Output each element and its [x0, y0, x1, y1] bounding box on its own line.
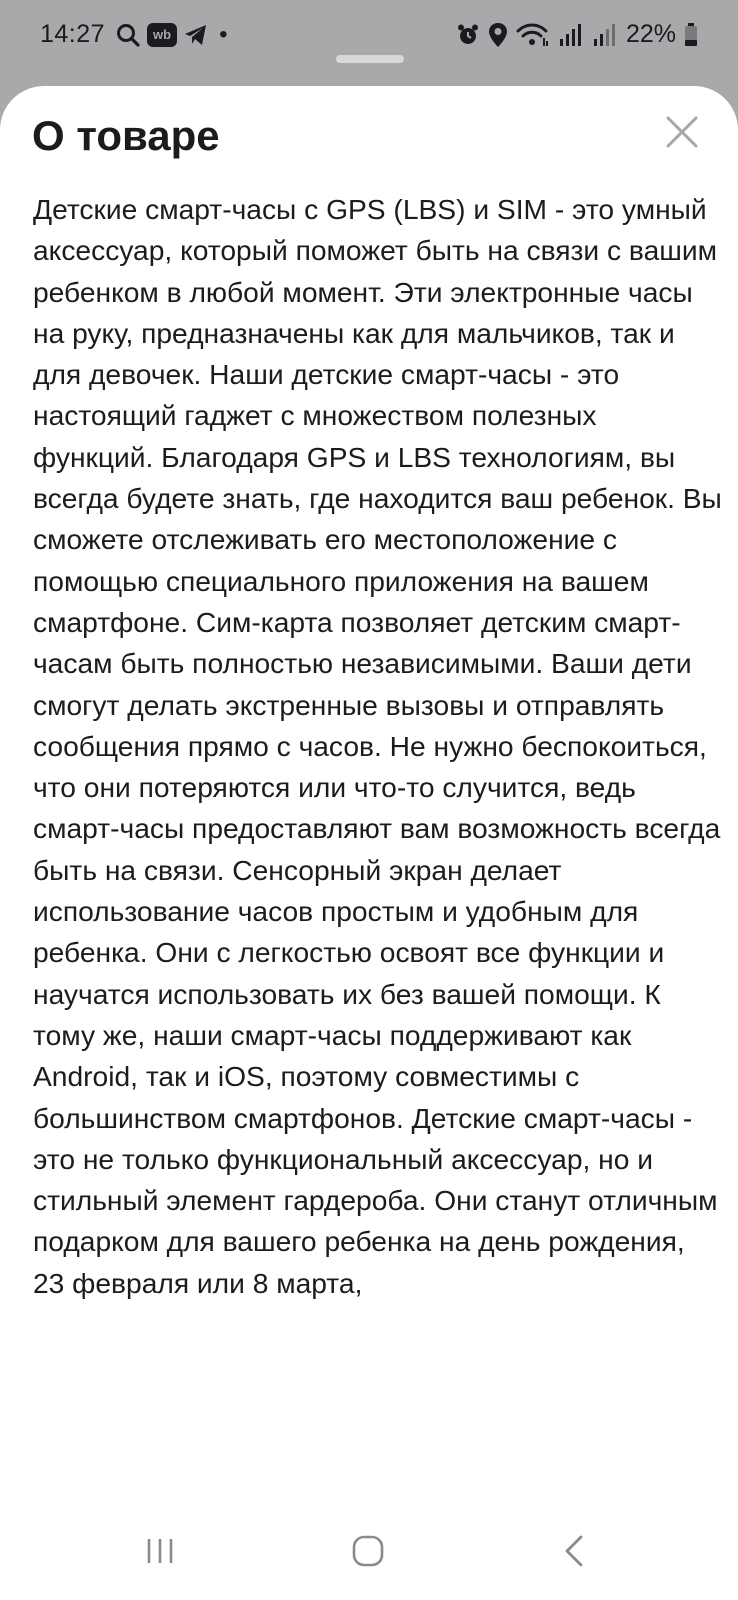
alarm-icon: [456, 23, 480, 47]
recents-button[interactable]: [130, 1526, 190, 1576]
system-navigation-bar: [0, 1500, 738, 1600]
status-bar: [0, 0, 738, 72]
battery-icon: [684, 23, 698, 47]
signal-icon: [558, 23, 584, 47]
wildberries-app-icon: wb: [147, 23, 177, 47]
recents-icon: [144, 1536, 176, 1566]
back-button[interactable]: [544, 1526, 604, 1576]
location-icon: [488, 22, 508, 48]
status-right: [456, 20, 698, 49]
back-icon: [562, 1534, 586, 1568]
sheet-title: О товаре: [32, 112, 220, 159]
close-icon: [664, 114, 700, 150]
sheet-drag-handle[interactable]: [336, 55, 404, 63]
product-description: Детские смарт-часы с GPS (LBS) и SIM - это умный аксессуар, который поможет быть на связи с вашим ребенком в любой момент. Эти электронные часы на руку, предназначены как для мальчиков, так и для девочек. Наши детские смарт-часы - это настоящий гаджет с множеством полезных функций. Благодаря GPS и LBS технологиям, вы всегда будете знать, где находится ваш ребенок. Вы сможете отслеживать его местоположение с помощью специального приложения на вашем смартфоне. Сим-карта позволяет детским смарт-часам быть полностью независимыми. Ваши дети смогут делать экстренные вызовы и отправлять сообщения прямо с часов. Не нужно беспокоиться, что они потеряются или что-то случится, ведь смарт-часы предоставляют вам возможность всегда быть на связи. Сенсорный экран делает использование часов простым и удобным для ребенка. Они с легкостью освоят все функции и научатся использовать их без вашей помощи. К тому же, наши смарт-часы поддерживают как Android, так и iOS, поэтому совместимы с большинством смартфонов. Детские смарт-часы - это не только функциональный аксессуар, но и стильный элемент гардероба. Они станут отличным подарком для вашего ребенка на день рождения, 23 февраля или 8 марта,: [33, 193, 722, 1299]
battery-percent: 22%: [625, 20, 676, 48]
status-time: 14:27: [40, 20, 106, 48]
home-icon: [351, 1534, 385, 1568]
close-button[interactable]: [664, 114, 700, 150]
wifi-icon: [516, 22, 550, 48]
signal-roaming-icon: [592, 23, 618, 47]
status-left: [40, 20, 227, 49]
home-button[interactable]: [338, 1526, 398, 1576]
telegram-icon: [183, 23, 209, 47]
search-icon: [115, 22, 141, 48]
product-info-sheet: [0, 86, 738, 1600]
notification-dot-icon: •: [219, 20, 228, 48]
